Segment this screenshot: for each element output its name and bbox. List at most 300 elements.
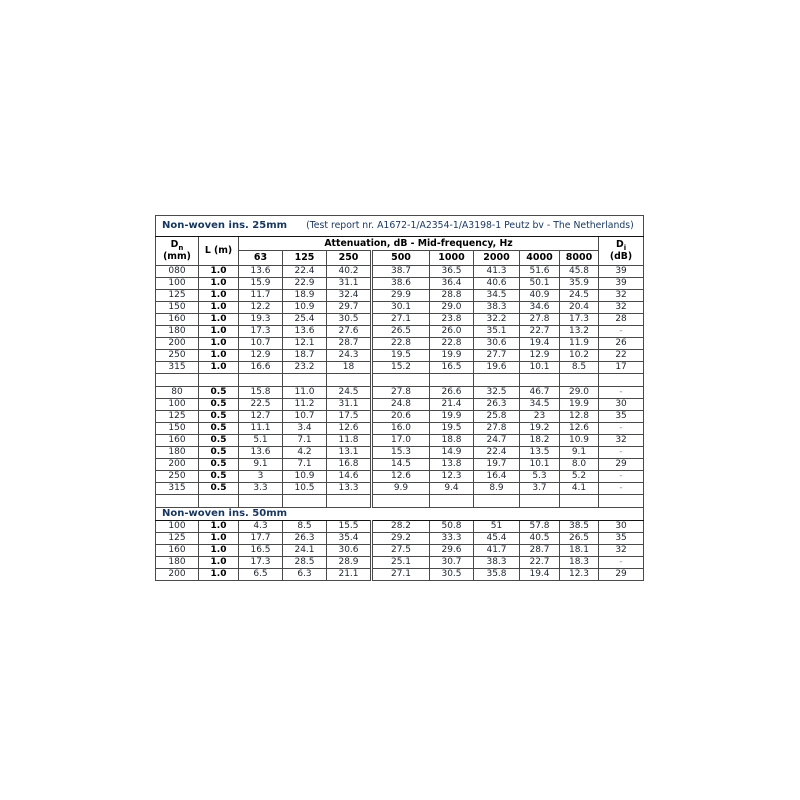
table-row: [156, 569, 644, 581]
attenuation-value-cell: 10.9: [283, 302, 327, 314]
attenuation-value-cell: 23: [520, 411, 560, 423]
length-cell: 1.0: [199, 338, 239, 350]
di-value-cell: 29: [599, 569, 644, 581]
attenuation-value-cell: 50.1: [520, 278, 560, 290]
attenuation-value-cell: 35.1: [474, 326, 520, 338]
attenuation-value-cell: 19.9: [430, 350, 474, 362]
attenuation-value-cell: 19.4: [520, 338, 560, 350]
length-cell: 0.5: [199, 423, 239, 435]
table-row: [156, 266, 644, 278]
section-title: Non-woven ins. 50mm: [162, 508, 288, 519]
spacer-cell: [156, 374, 199, 387]
table-title-row: [156, 216, 644, 237]
spacer-cell: [474, 495, 520, 508]
attenuation-value-cell: 12.6: [327, 423, 372, 435]
header-row-groups: [156, 237, 644, 251]
attenuation-value-cell: 10.5: [283, 483, 327, 495]
table-row: [156, 387, 644, 399]
attenuation-value-cell: 8.5: [560, 362, 599, 374]
attenuation-value-cell: 22.5: [239, 399, 283, 411]
di-value-cell: -: [599, 557, 644, 569]
attenuation-value-cell: 35.9: [560, 278, 599, 290]
attenuation-value-cell: 28.8: [430, 290, 474, 302]
di-value-cell: -: [599, 423, 644, 435]
length-cell: 1.0: [199, 521, 239, 533]
attenuation-value-cell: 6.3: [283, 569, 327, 581]
attenuation-value-cell: 19.2: [520, 423, 560, 435]
length-cell: 1.0: [199, 314, 239, 326]
attenuation-value-cell: 19.9: [560, 399, 599, 411]
attenuation-value-cell: 13.6: [239, 447, 283, 459]
attenuation-value-cell: 24.5: [327, 387, 372, 399]
attenuation-value-cell: 25.8: [474, 411, 520, 423]
di-value-cell: 39: [599, 278, 644, 290]
attenuation-value-cell: 18: [327, 362, 372, 374]
di-value-cell: 32: [599, 302, 644, 314]
table-row: [156, 545, 644, 557]
di-value-cell: 28: [599, 314, 644, 326]
attenuation-value-cell: 30.1: [372, 302, 430, 314]
attenuation-value-cell: 29.6: [430, 545, 474, 557]
length-cell: 0.5: [199, 411, 239, 423]
spacer-cell: [430, 495, 474, 508]
spacer-cell: [372, 495, 430, 508]
attenuation-value-cell: 9.1: [239, 459, 283, 471]
attenuation-value-cell: 8.9: [474, 483, 520, 495]
attenuation-value-cell: 18.3: [560, 557, 599, 569]
attenuation-value-cell: 17.3: [560, 314, 599, 326]
attenuation-value-cell: 30.5: [430, 569, 474, 581]
spacer-row: [156, 374, 644, 387]
attenuation-value-cell: 10.7: [239, 338, 283, 350]
attenuation-value-cell: 17.3: [239, 326, 283, 338]
attenuation-value-cell: 13.6: [239, 266, 283, 278]
attenuation-value-cell: 12.3: [430, 471, 474, 483]
attenuation-value-cell: 12.1: [283, 338, 327, 350]
diameter-cell: 180: [156, 447, 199, 459]
attenuation-value-cell: 19.5: [372, 350, 430, 362]
attenuation-value-cell: 27.5: [372, 545, 430, 557]
diameter-cell: 315: [156, 483, 199, 495]
attenuation-value-cell: 24.7: [474, 435, 520, 447]
table-row: [156, 278, 644, 290]
attenuation-value-cell: 40.2: [327, 266, 372, 278]
attenuation-value-cell: 51.6: [520, 266, 560, 278]
attenuation-value-cell: 14.6: [327, 471, 372, 483]
attenuation-value-cell: 38.7: [372, 266, 430, 278]
attenuation-value-cell: 27.6: [327, 326, 372, 338]
di-value-cell: 30: [599, 521, 644, 533]
table-row: [156, 350, 644, 362]
attenuation-value-cell: 34.6: [520, 302, 560, 314]
attenuation-value-cell: 12.7: [239, 411, 283, 423]
attenuation-value-cell: 29.9: [372, 290, 430, 302]
di-value-cell: -: [599, 326, 644, 338]
attenuation-value-cell: 18.9: [283, 290, 327, 302]
spacer-cell: [327, 495, 372, 508]
table-head: [156, 216, 644, 266]
attenuation-value-cell: 13.3: [327, 483, 372, 495]
attenuation-value-cell: 19.3: [239, 314, 283, 326]
attenuation-value-cell: 6.5: [239, 569, 283, 581]
attenuation-value-cell: 35.4: [327, 533, 372, 545]
di-value-cell: 22: [599, 350, 644, 362]
attenuation-value-cell: 26.6: [430, 387, 474, 399]
attenuation-value-cell: 5.2: [560, 471, 599, 483]
attenuation-value-cell: 10.1: [520, 362, 560, 374]
attenuation-value-cell: 28.2: [372, 521, 430, 533]
attenuation-value-cell: 22.7: [520, 326, 560, 338]
attenuation-value-cell: 22.8: [430, 338, 474, 350]
attenuation-value-cell: 41.3: [474, 266, 520, 278]
attenuation-value-cell: 27.8: [474, 423, 520, 435]
table-row: [156, 557, 644, 569]
di-value-cell: -: [599, 387, 644, 399]
di-value-cell: 32: [599, 435, 644, 447]
attenuation-value-cell: 33.3: [430, 533, 474, 545]
diameter-cell: 180: [156, 326, 199, 338]
section-header-row: [156, 508, 644, 521]
di-value-cell: 39: [599, 266, 644, 278]
attenuation-value-cell: 36.5: [430, 266, 474, 278]
attenuation-value-cell: 13.1: [327, 447, 372, 459]
attenuation-value-cell: 50.8: [430, 521, 474, 533]
diameter-cell: 200: [156, 338, 199, 350]
diameter-cell: 080: [156, 266, 199, 278]
freq-header-4000: 4000: [520, 251, 560, 266]
attenuation-value-cell: 31.1: [327, 278, 372, 290]
table-row: [156, 447, 644, 459]
attenuation-value-cell: 23.8: [430, 314, 474, 326]
table-row: [156, 521, 644, 533]
freq-header-250: 250: [327, 251, 372, 266]
attenuation-value-cell: 18.8: [430, 435, 474, 447]
spacer-cell: [520, 374, 560, 387]
attenuation-value-cell: 11.1: [239, 423, 283, 435]
di-value-cell: -: [599, 483, 644, 495]
attenuation-value-cell: 4.1: [560, 483, 599, 495]
length-cell: 1.0: [199, 569, 239, 581]
diameter-cell: 315: [156, 362, 199, 374]
table-row: [156, 290, 644, 302]
attenuation-value-cell: 22.8: [372, 338, 430, 350]
spacer-cell: [239, 374, 283, 387]
attenuation-value-cell: 30.7: [430, 557, 474, 569]
attenuation-value-cell: 28.7: [520, 545, 560, 557]
diameter-cell: 100: [156, 521, 199, 533]
attenuation-value-cell: 24.8: [372, 399, 430, 411]
attenuation-value-cell: 9.9: [372, 483, 430, 495]
column-header-dn: $D_n$ (mm): [156, 237, 199, 266]
spacer-cell: [327, 374, 372, 387]
attenuation-value-cell: 57.8: [520, 521, 560, 533]
attenuation-value-cell: 12.9: [520, 350, 560, 362]
attenuation-value-cell: 22.7: [520, 557, 560, 569]
attenuation-value-cell: 13.5: [520, 447, 560, 459]
attenuation-value-cell: 35.8: [474, 569, 520, 581]
table-row: [156, 483, 644, 495]
di-value-cell: 35: [599, 411, 644, 423]
attenuation-value-cell: 38.3: [474, 302, 520, 314]
freq-header-1000: 1000: [430, 251, 474, 266]
attenuation-value-cell: 26.3: [474, 399, 520, 411]
attenuation-value-cell: 32.5: [474, 387, 520, 399]
table-row: [156, 362, 644, 374]
attenuation-value-cell: 11.0: [283, 387, 327, 399]
attenuation-value-cell: 18.7: [283, 350, 327, 362]
attenuation-value-cell: 30.6: [474, 338, 520, 350]
attenuation-value-cell: 19.5: [430, 423, 474, 435]
table-row: [156, 399, 644, 411]
table-row: [156, 314, 644, 326]
attenuation-value-cell: 4.3: [239, 521, 283, 533]
column-header-length: L (m): [199, 237, 239, 266]
freq-header-8000: 8000: [560, 251, 599, 266]
attenuation-value-cell: 24.5: [560, 290, 599, 302]
attenuation-value-cell: 25.1: [372, 557, 430, 569]
table-row: [156, 338, 644, 350]
attenuation-value-cell: 20.4: [560, 302, 599, 314]
diameter-cell: 150: [156, 302, 199, 314]
di-value-cell: 32: [599, 290, 644, 302]
attenuation-value-cell: 36.4: [430, 278, 474, 290]
spacer-cell: [599, 374, 644, 387]
spacer-cell: [560, 495, 599, 508]
attenuation-value-cell: 15.5: [327, 521, 372, 533]
attenuation-value-cell: 27.1: [372, 314, 430, 326]
diameter-cell: 250: [156, 350, 199, 362]
di-value-cell: 29: [599, 459, 644, 471]
attenuation-value-cell: 5.3: [520, 471, 560, 483]
attenuation-value-cell: 9.4: [430, 483, 474, 495]
attenuation-value-cell: 11.7: [239, 290, 283, 302]
diameter-cell: 160: [156, 435, 199, 447]
attenuation-value-cell: 34.5: [474, 290, 520, 302]
di-value-cell: -: [599, 471, 644, 483]
diameter-cell: 250: [156, 471, 199, 483]
attenuation-value-cell: 8.5: [283, 521, 327, 533]
attenuation-value-cell: 12.3: [560, 569, 599, 581]
attenuation-value-cell: 19.7: [474, 459, 520, 471]
attenuation-value-cell: 30.6: [327, 545, 372, 557]
attenuation-value-cell: 27.8: [520, 314, 560, 326]
length-cell: 0.5: [199, 399, 239, 411]
attenuation-value-cell: 11.9: [560, 338, 599, 350]
length-cell: 1.0: [199, 278, 239, 290]
length-cell: 0.5: [199, 387, 239, 399]
attenuation-value-cell: 12.9: [239, 350, 283, 362]
attenuation-value-cell: 7.1: [283, 459, 327, 471]
table-row: [156, 471, 644, 483]
attenuation-value-cell: 27.7: [474, 350, 520, 362]
attenuation-value-cell: 12.6: [560, 423, 599, 435]
attenuation-value-cell: 10.9: [560, 435, 599, 447]
length-cell: 0.5: [199, 471, 239, 483]
attenuation-value-cell: 4.2: [283, 447, 327, 459]
diameter-cell: 180: [156, 557, 199, 569]
spacer-cell: [283, 495, 327, 508]
attenuation-value-cell: 16.0: [372, 423, 430, 435]
table-body: [156, 266, 644, 581]
attenuation-value-cell: 10.9: [283, 471, 327, 483]
attenuation-value-cell: 10.2: [560, 350, 599, 362]
attenuation-value-cell: 3.7: [520, 483, 560, 495]
attenuation-value-cell: 29.0: [430, 302, 474, 314]
section-header-cell: [156, 508, 644, 521]
attenuation-value-cell: 15.3: [372, 447, 430, 459]
attenuation-value-cell: 26.5: [372, 326, 430, 338]
attenuation-value-cell: 19.6: [474, 362, 520, 374]
table-title: Non-woven ins. 25mm: [162, 220, 288, 231]
attenuation-value-cell: 46.7: [520, 387, 560, 399]
attenuation-value-cell: 45.8: [560, 266, 599, 278]
attenuation-value-cell: 15.8: [239, 387, 283, 399]
attenuation-value-cell: 27.1: [372, 569, 430, 581]
attenuation-value-cell: 38.3: [474, 557, 520, 569]
attenuation-value-cell: 29.7: [327, 302, 372, 314]
attenuation-value-cell: 22.4: [474, 447, 520, 459]
table-row: [156, 326, 644, 338]
attenuation-value-cell: 16.5: [239, 545, 283, 557]
di-value-cell: 30: [599, 399, 644, 411]
attenuation-value-cell: 32.4: [327, 290, 372, 302]
attenuation-value-cell: 25.4: [283, 314, 327, 326]
attenuation-value-cell: 32.2: [474, 314, 520, 326]
attenuation-value-cell: 51: [474, 521, 520, 533]
di-value-cell: -: [599, 447, 644, 459]
table-row: [156, 411, 644, 423]
attenuation-value-cell: 24.1: [283, 545, 327, 557]
length-cell: 0.5: [199, 483, 239, 495]
attenuation-value-cell: 38.6: [372, 278, 430, 290]
spacer-cell: [430, 374, 474, 387]
attenuation-value-cell: 3.4: [283, 423, 327, 435]
diameter-cell: 125: [156, 290, 199, 302]
spacer-cell: [283, 374, 327, 387]
attenuation-value-cell: 38.5: [560, 521, 599, 533]
attenuation-value-cell: 40.5: [520, 533, 560, 545]
diameter-cell: 200: [156, 569, 199, 581]
diameter-cell: 150: [156, 423, 199, 435]
attenuation-value-cell: 3: [239, 471, 283, 483]
di-value-cell: 17: [599, 362, 644, 374]
attenuation-value-cell: 17.5: [327, 411, 372, 423]
diameter-cell: 100: [156, 278, 199, 290]
attenuation-value-cell: 27.8: [372, 387, 430, 399]
attenuation-value-cell: 20.6: [372, 411, 430, 423]
attenuation-value-cell: 29.0: [560, 387, 599, 399]
attenuation-value-cell: 5.1: [239, 435, 283, 447]
attenuation-value-cell: 14.5: [372, 459, 430, 471]
attenuation-value-cell: 26.5: [560, 533, 599, 545]
attenuation-value-cell: 12.6: [372, 471, 430, 483]
attenuation-value-cell: 34.5: [520, 399, 560, 411]
attenuation-value-cell: 31.1: [327, 399, 372, 411]
spacer-cell: [599, 495, 644, 508]
attenuation-value-cell: 13.6: [283, 326, 327, 338]
length-cell: 0.5: [199, 447, 239, 459]
freq-header-125: 125: [283, 251, 327, 266]
attenuation-value-cell: 22.9: [283, 278, 327, 290]
length-cell: 1.0: [199, 266, 239, 278]
table-row: [156, 435, 644, 447]
di-value-cell: 32: [599, 545, 644, 557]
spacer-cell: [199, 374, 239, 387]
attenuation-value-cell: 41.7: [474, 545, 520, 557]
attenuation-value-cell: 26.0: [430, 326, 474, 338]
attenuation-value-cell: 8.0: [560, 459, 599, 471]
attenuation-value-cell: 10.7: [283, 411, 327, 423]
length-cell: 1.0: [199, 533, 239, 545]
attenuation-value-cell: 16.8: [327, 459, 372, 471]
column-header-di: $D_i$ (dB): [599, 237, 644, 266]
attenuation-value-cell: 14.9: [430, 447, 474, 459]
attenuation-value-cell: 12.8: [560, 411, 599, 423]
freq-header-500: 500: [372, 251, 430, 266]
attenuation-value-cell: 40.9: [520, 290, 560, 302]
attenuation-value-cell: 11.8: [327, 435, 372, 447]
attenuation-value-cell: 16.5: [430, 362, 474, 374]
attenuation-value-cell: 21.4: [430, 399, 474, 411]
attenuation-value-cell: 16.6: [239, 362, 283, 374]
length-cell: 1.0: [199, 362, 239, 374]
attenuation-value-cell: 17.0: [372, 435, 430, 447]
attenuation-value-cell: 21.1: [327, 569, 372, 581]
di-value-cell: 35: [599, 533, 644, 545]
test-report-reference: (Test report nr. A1672-1/A2354-1/A3198-1 Peutz bv - The Netherlands): [306, 220, 634, 232]
table-row: [156, 533, 644, 545]
attenuation-table: [155, 215, 644, 581]
spacer-cell: [199, 495, 239, 508]
attenuation-value-cell: 22.4: [283, 266, 327, 278]
attenuation-value-cell: 28.9: [327, 557, 372, 569]
length-cell: 1.0: [199, 557, 239, 569]
attenuation-value-cell: 19.4: [520, 569, 560, 581]
table-row: [156, 459, 644, 471]
diameter-cell: 200: [156, 459, 199, 471]
column-header-attenuation: Attenuation, dB - Mid-frequency, Hz: [239, 237, 599, 251]
attenuation-value-cell: 11.2: [283, 399, 327, 411]
attenuation-value-cell: 9.1: [560, 447, 599, 459]
attenuation-value-cell: 10.1: [520, 459, 560, 471]
spacer-cell: [156, 495, 199, 508]
spacer-cell: [372, 374, 430, 387]
attenuation-value-cell: 26.3: [283, 533, 327, 545]
attenuation-value-cell: 16.4: [474, 471, 520, 483]
attenuation-value-cell: 17.7: [239, 533, 283, 545]
attenuation-value-cell: 13.2: [560, 326, 599, 338]
diameter-cell: 160: [156, 545, 199, 557]
attenuation-value-cell: 15.9: [239, 278, 283, 290]
attenuation-value-cell: 15.2: [372, 362, 430, 374]
table-row: [156, 302, 644, 314]
attenuation-value-cell: 7.1: [283, 435, 327, 447]
title-line: [156, 221, 643, 231]
spacer-cell: [520, 495, 560, 508]
diameter-cell: 100: [156, 399, 199, 411]
attenuation-value-cell: 18.1: [560, 545, 599, 557]
attenuation-value-cell: 40.6: [474, 278, 520, 290]
freq-header-63: 63: [239, 251, 283, 266]
spacer-cell: [474, 374, 520, 387]
attenuation-value-cell: 24.3: [327, 350, 372, 362]
attenuation-value-cell: 23.2: [283, 362, 327, 374]
attenuation-value-cell: 45.4: [474, 533, 520, 545]
attenuation-value-cell: 3.3: [239, 483, 283, 495]
length-cell: 1.0: [199, 290, 239, 302]
diameter-cell: 125: [156, 411, 199, 423]
diameter-cell: 160: [156, 314, 199, 326]
